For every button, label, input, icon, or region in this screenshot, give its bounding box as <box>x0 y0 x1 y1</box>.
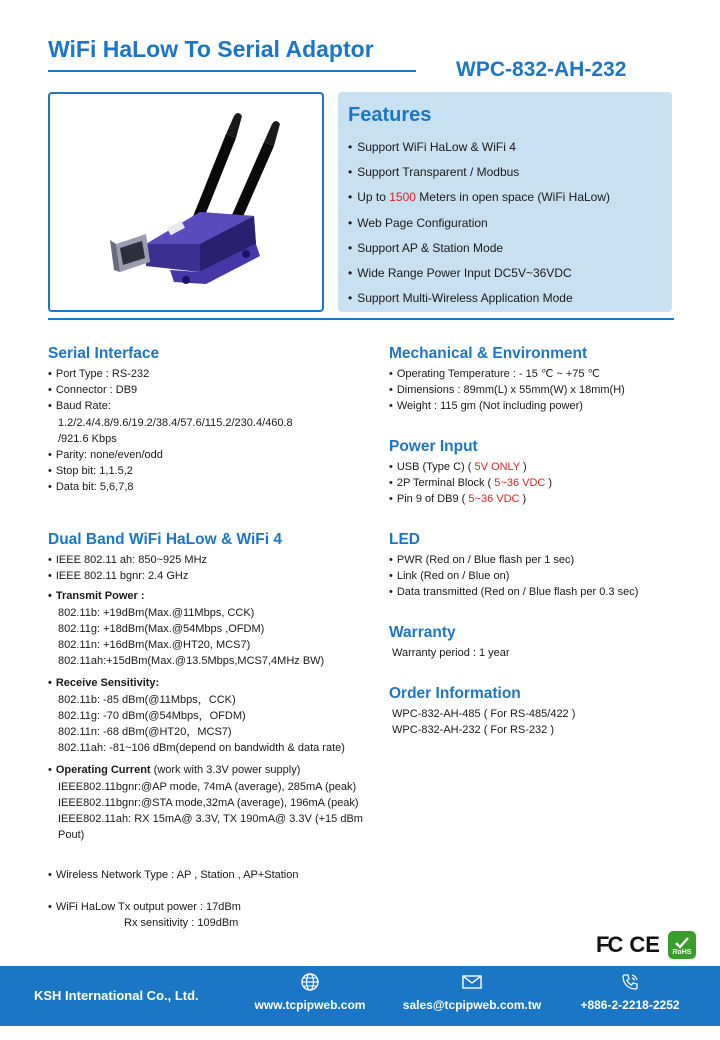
website-link[interactable]: www.tcpipweb.com <box>254 998 366 1012</box>
rx-line: 802.11b: -85 dBm(@11Mbps，CCK) <box>58 693 236 706</box>
tx-line: 802.11b: +19dBm(Max.@11Mbps, CCK) <box>58 606 255 619</box>
tx-output-power: • WiFi HaLow Tx output power : 17dBm <box>48 899 388 915</box>
baud-rate-values-cont: /921.6 Kbps <box>58 432 117 445</box>
check-icon <box>675 937 689 949</box>
footer-email[interactable] <box>396 972 548 1014</box>
list-item: • Support WiFi HaLow & WiFi 4 <box>348 135 662 160</box>
warranty-period: Warranty period : 1 year <box>392 647 510 659</box>
section-divider <box>48 318 674 320</box>
list-item: • Support Transparent / Modbus <box>348 160 662 185</box>
operating-current-label: Operating Current <box>55 764 151 777</box>
list-item: • Support AP & Station Mode <box>348 236 662 261</box>
warranty-heading: Warranty <box>389 624 456 641</box>
product-photo-frame <box>48 92 324 312</box>
db9-connector <box>110 234 150 272</box>
data-bit: • Data bit: 5,6,7,8 <box>48 479 378 495</box>
transmit-power-label: • Transmit Power : <box>48 588 388 604</box>
rx-line: 802.11n: -68 dBm(@HT20，MCS7) <box>58 726 232 739</box>
rx-line: 802.11g: -70 dBm(@54Mbps，OFDM) <box>58 709 246 722</box>
weight: • Weight : 115 gm (Not including power) <box>389 398 689 414</box>
antenna-icon <box>190 113 280 228</box>
connector: • Connector : DB9 <box>48 382 378 398</box>
order-section <box>389 684 689 738</box>
footer-phone[interactable] <box>574 972 686 1014</box>
current-line: IEEE802.11ah: RX 15mA@ 3.3V, TX 190mA@ 3.3V (+15 dBm <box>58 813 363 826</box>
page-title: WiFi HaLow To Serial Adaptor <box>48 36 374 62</box>
baud-rate-label: • Baud Rate: <box>48 398 378 414</box>
power-usb: • USB (Type C) ( 5V ONLY ) <box>389 459 689 475</box>
usb-voltage: 5V ONLY <box>474 461 520 473</box>
phone-icon <box>620 972 640 992</box>
email-link[interactable]: sales@tcpipweb.com.tw <box>402 998 542 1012</box>
ce-logo: CE <box>629 932 660 957</box>
serial-heading: Serial Interface <box>48 345 160 362</box>
serial-section <box>48 344 378 496</box>
mechanical-section <box>389 344 689 415</box>
stop-bit: • Stop bit: 1,1.5,2 <box>48 463 378 479</box>
network-type: • Wireless Network Type : AP , Station , AP+Station <box>48 867 388 883</box>
rohs-logo: RoHS <box>668 931 696 959</box>
db9-voltage: 5~36 VDC <box>468 493 520 506</box>
features-heading: Features <box>348 104 432 126</box>
power-terminal: • 2P Terminal Block ( 5~36 VDC ) <box>389 475 689 491</box>
tx-line: 802.11g: +18dBm(Max.@54Mbps ,OFDM) <box>58 622 265 635</box>
led-item: • Data transmitted (Red on / Blue flash per 0.3 sec) <box>389 584 689 600</box>
fcc-logo: FC <box>596 932 622 957</box>
phone-number[interactable]: +886-2-2218-2252 <box>580 998 680 1012</box>
wifi-standard-bgnr: • IEEE 802.11 bgnr: 2.4 GHz <box>48 568 388 584</box>
wifi-heading: Dual Band WiFi HaLow & WiFi 4 <box>48 531 282 548</box>
list-item: • Support Multi-Wireless Application Mode <box>348 286 662 311</box>
company-name: KSH International Co., Ltd. <box>34 988 199 1003</box>
power-db9: • Pin 9 of DB9 ( 5~36 VDC ) <box>389 491 689 507</box>
rx-line: 802.11ah: -81~106 dBm(depend on bandwidth & data rate) <box>58 742 345 755</box>
order-heading: Order Information <box>389 685 521 702</box>
list-item: • Web Page Configuration <box>348 211 662 236</box>
led-heading: LED <box>389 531 420 548</box>
certification-logos <box>596 930 696 960</box>
tx-line: 802.11n: +16dBm(Max.@HT20, MCS7) <box>58 639 251 652</box>
globe-icon <box>300 972 320 992</box>
wifi-section <box>48 530 388 843</box>
order-item: WPC-832-AH-232 ( For RS-232 ) <box>392 724 554 737</box>
features-panel <box>338 92 672 312</box>
current-line: Pout) <box>58 829 85 842</box>
features-list <box>348 135 662 311</box>
order-item: WPC-832-AH-485 ( For RS-485/422 ) <box>392 708 576 720</box>
mechanical-heading: Mechanical & Environment <box>389 345 588 362</box>
footer-bar <box>0 966 720 1026</box>
title-underline <box>48 70 416 72</box>
list-item <box>348 185 662 210</box>
warranty-section <box>389 623 689 661</box>
tx-output-block <box>48 899 388 931</box>
network-type-block <box>48 867 388 883</box>
wifi-standard-ah: • IEEE 802.11 ah: 850~925 MHz <box>48 552 388 568</box>
operating-current <box>48 762 388 778</box>
footer-website[interactable] <box>246 972 374 1014</box>
led-item: • PWR (Red on / Blue flash per 1 sec) <box>389 552 689 568</box>
operating-current-note: (work with 3.3V power supply) <box>153 764 301 777</box>
range-suffix: Meters in open space (WiFi HaLow) <box>419 190 611 205</box>
model-number: WPC-832-AH-232 <box>456 58 627 81</box>
led-section <box>389 530 689 601</box>
adaptor-body <box>146 212 260 284</box>
rx-sensitivity: Rx sensitivity : 109dBm <box>124 917 239 930</box>
range-value: 1500 <box>389 190 416 205</box>
envelope-icon <box>461 972 483 992</box>
range-prefix: Up to <box>357 190 386 205</box>
current-line: IEEE802.11bgnr:@STA mode,32mA (average), 196mA (peak) <box>58 796 359 809</box>
receive-sensitivity-label: • Receive Sensitivity: <box>48 675 388 691</box>
terminal-voltage: 5~36 VDC <box>494 477 546 490</box>
dimensions: • Dimensions : 89mm(L) x 55mm(W) x 18mm(H) <box>389 382 689 398</box>
led-item: • Link (Red on / Blue on) <box>389 568 689 584</box>
product-photo <box>50 94 322 310</box>
port-type: • Port Type : RS-232 <box>48 366 378 382</box>
tx-line: 802.11ah:+15dBm(Max.@13.5Mbps,MCS7,4MHz BW) <box>58 655 325 668</box>
parity: • Parity: none/even/odd <box>48 447 378 463</box>
current-line: IEEE802.11bgnr:@AP mode, 74mA (average), 285mA (peak) <box>58 780 357 793</box>
power-heading: Power Input <box>389 438 478 455</box>
baud-rate-values: 1.2/2.4/4.8/9.6/19.2/38.4/57.6/115.2/230.4/460.8 <box>58 416 293 429</box>
operating-temperature: • Operating Temperature : - 15 ℃ ~ +75 ℃ <box>389 366 689 382</box>
list-item: • Wide Range Power Input DC5V~36VDC <box>348 261 662 286</box>
power-section <box>389 437 689 508</box>
